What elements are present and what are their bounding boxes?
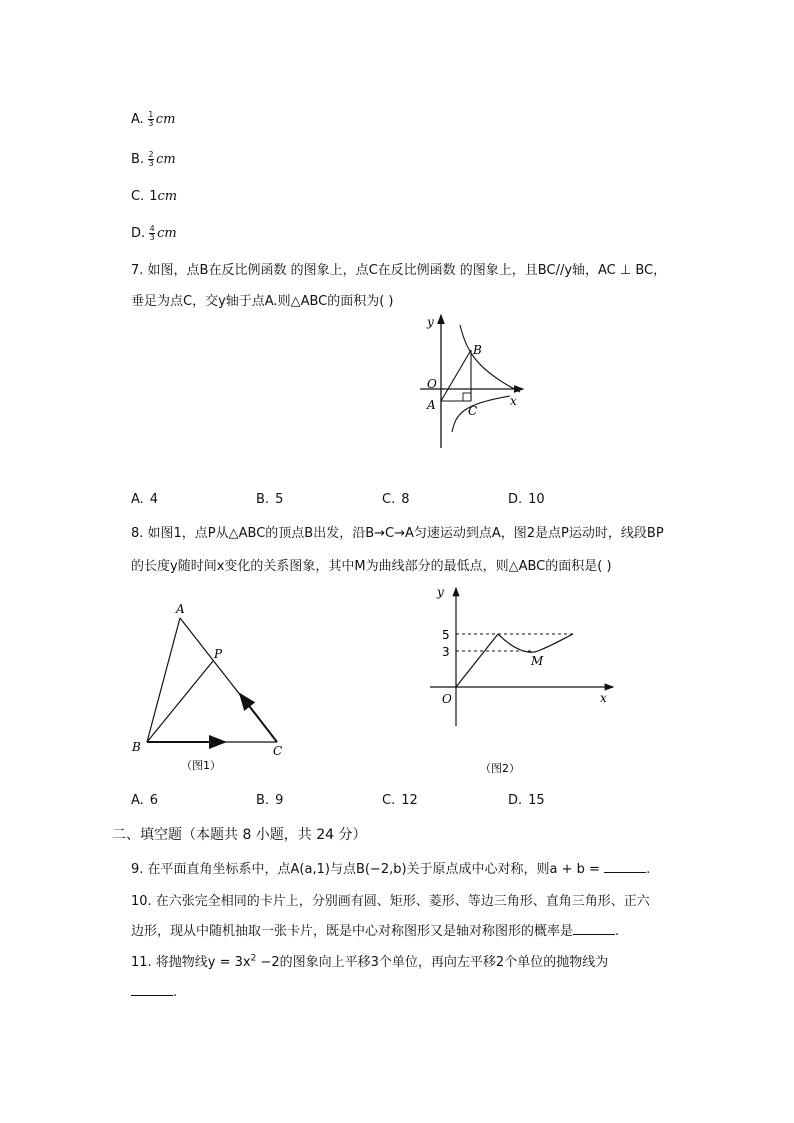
q8-side-ba: [147, 618, 180, 742]
q6-option-c[interactable]: [131, 189, 177, 204]
q8-fig2-label-m: M: [531, 654, 544, 668]
q7-option-label: D.: [508, 492, 523, 507]
q8-fig2-tick-5: 5: [442, 628, 450, 642]
q7-figure: [418, 310, 528, 455]
q7-label-b: B: [473, 343, 482, 357]
q8-fig2-caption: （图2）: [480, 762, 520, 775]
q6-option-label: C.: [131, 189, 145, 204]
q10-period: .: [615, 924, 620, 939]
q8-option-value: 12: [401, 793, 418, 808]
q11-period: .: [173, 985, 178, 1000]
q10-stem-line1: 10. 在六张完全相同的卡片上，分别画有圆、矩形、菱形、等边三角形、直角三角形、正六: [131, 894, 650, 909]
q8-option-value: 6: [149, 793, 159, 808]
q7-option-value: 8: [401, 492, 410, 507]
q7-option-d[interactable]: [508, 492, 545, 507]
q6-option-label: D.: [131, 226, 146, 241]
q8-option-label: B.: [256, 793, 270, 808]
q8-option-d[interactable]: [508, 793, 545, 808]
q6-option-b[interactable]: [131, 151, 176, 168]
q8-option-label: D.: [508, 793, 523, 808]
q6-option-label: B.: [131, 152, 145, 167]
fraction-numerator: 1: [148, 110, 154, 119]
q8-figure-1: [128, 598, 298, 776]
q8-option-b[interactable]: [256, 793, 283, 808]
q8-fig1-label-c: C: [273, 744, 283, 758]
q7-option-value: 10: [528, 492, 545, 507]
q7-stem-line2: 垂足为点C，交y轴于点A.则△ABC的面积为( ): [131, 294, 394, 309]
q7-right-angle-mark: [463, 393, 471, 401]
q8-fig2-line-segment: [456, 634, 498, 687]
q6-option-fraction: [148, 111, 154, 128]
q6-option-label: A.: [131, 112, 144, 127]
q6-option-d[interactable]: [131, 225, 177, 242]
q8-option-value: 9: [275, 793, 284, 808]
q8-fig1-label-p: P: [214, 647, 223, 661]
q8-option-label: C.: [382, 793, 396, 808]
q8-arrow-ca: [240, 694, 277, 742]
q7-option-value: 5: [275, 492, 284, 507]
q8-stem-line2: 的长度y随时间x变化的关系图象，其中M为曲线部分的最低点，则△ABC的面积是( ): [131, 559, 612, 574]
fraction-denominator: 3: [148, 119, 154, 128]
q8-fig2-label-x: x: [600, 691, 607, 705]
q8-fig2-label-o: O: [442, 692, 452, 706]
fraction-numerator: 2: [148, 150, 154, 159]
q7-curve-upper: [460, 325, 520, 392]
q6-option-unit: cm: [157, 226, 177, 241]
q11-stem-line2: [131, 984, 177, 1000]
q9-answer-blank[interactable]: [604, 861, 646, 873]
q8-fig2-tick-3: 3: [442, 645, 450, 659]
q8-stem-line1: 8. 如图1，点P从△ABC的顶点B出发，沿B→C→A匀速运动到点A，图2是点P运动时，线段BP: [131, 526, 664, 541]
q6-option-value: 1: [149, 189, 158, 204]
q8-fig2-label-y: y: [437, 585, 444, 599]
q8-option-label: A.: [131, 793, 144, 808]
q8-figure-2: [428, 583, 618, 778]
q7-option-label: A.: [131, 492, 144, 507]
q7-option-label: C.: [382, 492, 396, 507]
q11-text-b: −2的图象向上平移3个单位，再向左平移2个单位的抛物线为: [256, 955, 609, 970]
q7-option-value: 4: [149, 492, 159, 507]
q8-segment-bp: [147, 661, 213, 742]
q6-option-fraction: [148, 151, 154, 168]
q10-stem-line2: [131, 920, 619, 939]
q10-answer-blank[interactable]: [573, 923, 615, 935]
q7-option-label: B.: [256, 492, 270, 507]
q8-fig2-curve: [498, 634, 573, 652]
q8-option-a[interactable]: [131, 793, 158, 808]
q6-option-unit: cm: [155, 112, 176, 127]
q7-label-c: C: [468, 404, 478, 418]
q11-text-a: 11. 将抛物线y = 3x: [131, 955, 251, 970]
q9-text: 9. 在平面直角坐标系中，点A(a,1)与点B(−2,b)关于原点成中心对称，则a + b =: [131, 862, 605, 877]
section2-title: 二、填空题（本题共 8 小题，共 24 分）: [112, 827, 367, 843]
q7-stem-line1: 7. 如图，点B在反比例函数 的图象上，点C在反比例函数 的图象上，且BC//y轴，AC ⊥ BC，: [131, 263, 667, 278]
q8-option-value: 15: [528, 793, 545, 808]
fraction-denominator: 3: [148, 159, 154, 168]
q7-label-x: x: [510, 394, 517, 408]
q9-stem: [131, 858, 650, 877]
q7-option-c[interactable]: [382, 492, 410, 507]
q6-option-unit: cm: [156, 152, 176, 167]
q11-answer-blank[interactable]: [131, 984, 173, 996]
fraction-denominator: 3: [149, 233, 155, 242]
q10-text: 边形，现从中随机抽取一张卡片，既是中心对称图形又是轴对称图形的概率是: [131, 924, 574, 939]
q6-option-fraction: [149, 225, 155, 242]
q7-label-o: O: [427, 377, 437, 391]
q9-period: .: [646, 862, 651, 877]
q7-label-y: y: [427, 315, 434, 329]
q8-fig1-caption: （图1）: [181, 759, 221, 772]
q7-label-a: A: [427, 398, 436, 412]
q11-stem-line1: [131, 951, 608, 970]
q7-option-b[interactable]: [256, 492, 283, 507]
q6-option-unit: cm: [157, 189, 178, 204]
q8-fig1-label-b: B: [132, 740, 141, 754]
q11-exponent: 2: [250, 953, 257, 964]
q6-option-a[interactable]: [131, 111, 175, 128]
fraction-numerator: 4: [149, 224, 155, 233]
q8-fig1-label-a: A: [176, 602, 185, 616]
q7-option-a[interactable]: [131, 492, 158, 507]
q8-option-c[interactable]: [382, 793, 418, 808]
